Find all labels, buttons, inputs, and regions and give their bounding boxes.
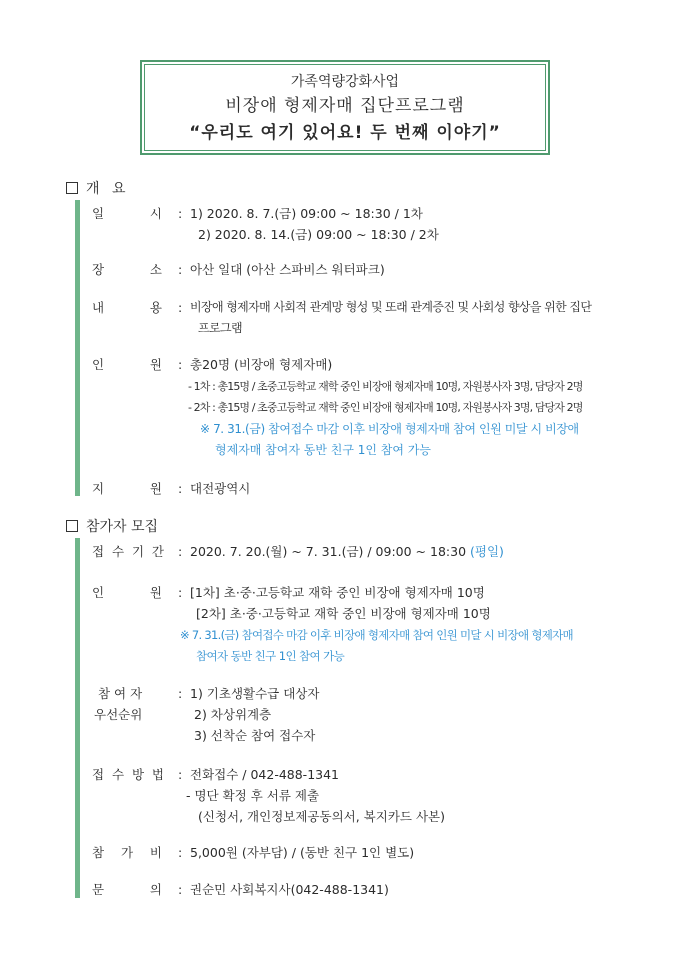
period-weekday-note: (평일)	[470, 544, 504, 559]
method-line-2: - 명단 확정 후 서류 제출	[186, 788, 320, 803]
recruit-people-label: 인 원	[92, 585, 162, 600]
recruit-heading-label: 참가자 모집	[86, 519, 159, 535]
period-value: 2020. 7. 20.(월) ~ 7. 31.(금) / 09:00 ~ 18:30 (평일)	[190, 544, 504, 559]
recruit-heading	[66, 516, 158, 536]
recruit-people-colon: :	[178, 585, 183, 600]
recruit-people-note-2: 참여자 동반 친구 1인 참여 가능	[196, 649, 345, 663]
period-label: 접 수 기 간	[92, 544, 164, 559]
overview-side-bar	[75, 200, 80, 496]
date-line-2: 2) 2020. 8. 14.(금) 09:00 ~ 18:30 / 2차	[198, 227, 439, 242]
fee-value: 5,000원 (자부담) / (동반 친구 1인 별도)	[190, 845, 415, 860]
contact-value: 권순민 사회복지사(042-488-1341)	[190, 882, 389, 897]
date-line-1: 1) 2020. 8. 7.(금) 09:00 ~ 18:30 / 1차	[190, 206, 423, 221]
people-round-1: - 1차 : 총15명 / 초중고등학교 재학 중인 비장애 형제자매 10명, 자원봉사자 3명, 담당자 2명	[188, 380, 583, 393]
priority-colon: :	[178, 686, 183, 701]
priority-line-1: 1) 기초생활수급 대상자	[190, 686, 320, 701]
priority-label-2: 우선순위	[94, 707, 143, 722]
support-label: 지 원	[92, 481, 162, 496]
checkbox-square-icon	[66, 520, 78, 532]
content-label: 내 용	[92, 300, 162, 315]
method-line-3: (신청서, 개인정보제공동의서, 복지카드 사본)	[198, 809, 445, 824]
recruit-people-line-1: [1차] 초·중·고등학교 재학 중인 비장애 형제자매 10명	[190, 585, 485, 600]
recruit-people-note-1: ※ 7. 31.(금) 참여접수 마감 이후 비장애 형제자매 참여 인원 미달 시 비장애 형제자매	[180, 628, 573, 642]
title-subtitle: 비장애 형제자매 집단프로그램	[225, 96, 465, 116]
support-colon: :	[178, 481, 183, 496]
contact-label: 문 의	[92, 882, 162, 897]
recruit-side-bar	[75, 538, 80, 898]
period-colon: :	[178, 544, 183, 559]
fee-label: 참 가 비	[92, 845, 162, 860]
checkbox-square-icon	[66, 182, 78, 194]
people-label: 인 원	[92, 357, 162, 372]
content-line-2: 프로그램	[198, 321, 242, 335]
contact-colon: :	[178, 882, 183, 897]
title-program: 가족역량강화사업	[290, 74, 400, 90]
priority-line-2: 2) 차상위계층	[194, 707, 272, 722]
method-colon: :	[178, 767, 183, 782]
recruit-people-line-2: [2차] 초·중·고등학교 재학 중인 비장애 형제자매 10명	[196, 606, 491, 621]
people-round-2: - 2차 : 총15명 / 초중고등학교 재학 중인 비장애 형제자매 10명, 자원봉사자 3명, 담당자 2명	[188, 401, 583, 414]
date-colon: :	[178, 206, 183, 221]
priority-label-1: 참 여 자	[98, 686, 143, 701]
place-label: 장 소	[92, 262, 162, 277]
place-value: 아산 일대 (아산 스파비스 워터파크)	[190, 262, 385, 277]
title-box	[140, 60, 550, 155]
content-line-1: 비장애 형제자매 사회적 관계망 형성 및 또래 관계증진 및 사회성 향상을 위한 집단	[190, 300, 592, 314]
people-note-line-2: 형제자매 참여자 동반 친구 1인 참여 가능	[215, 443, 431, 457]
title-inner	[144, 64, 546, 151]
fee-colon: :	[178, 845, 183, 860]
title-slogan: “우리도 여기 있어요! 두 번째 이야기”	[189, 123, 501, 143]
date-label: 일 시	[92, 206, 162, 221]
method-line-1: 전화접수 / 042-488-1341	[190, 767, 340, 782]
place-colon: :	[178, 262, 183, 277]
priority-line-3: 3) 선착순 참여 접수자	[194, 728, 316, 743]
people-colon: :	[178, 357, 183, 372]
overview-heading-label: 개 요	[86, 181, 130, 197]
people-total: 총20명 (비장애 형제자매)	[190, 357, 333, 372]
overview-heading	[66, 178, 130, 198]
support-value: 대전광역시	[190, 481, 251, 496]
content-colon: :	[178, 300, 183, 315]
people-note-line-1: ※ 7. 31.(금) 참여접수 마감 이후 비장애 형제자매 참여 인원 미달 시 비장애	[200, 422, 579, 436]
method-label: 접 수 방 법	[92, 767, 164, 782]
